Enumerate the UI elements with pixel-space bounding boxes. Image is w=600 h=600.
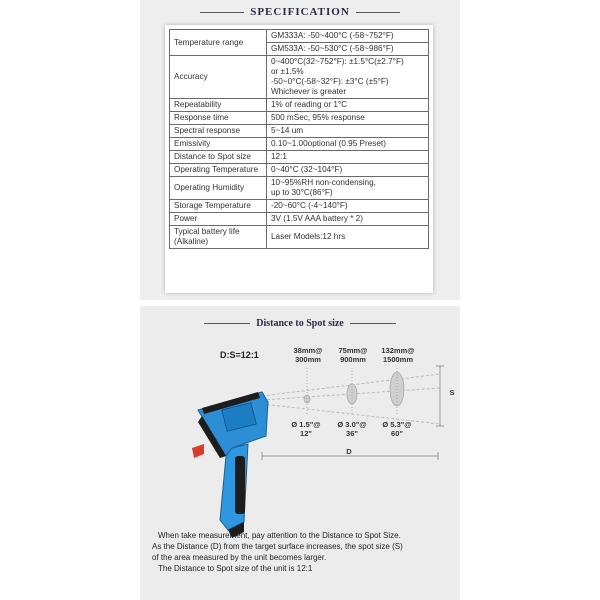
label-line: 900mm [340, 355, 366, 364]
spec-value: GM533A: -50~530°C (-58~986°F) [267, 43, 429, 56]
spec-row [170, 151, 429, 164]
spec-key: Repeatability [170, 99, 267, 112]
top-label-2 [334, 346, 372, 364]
spec-key: Power [170, 213, 267, 226]
device-grip [235, 456, 245, 514]
bottom-label-1 [286, 420, 326, 438]
spec-value-line: Whichever is greater [271, 87, 347, 96]
spec-value-line: -20~60°C (-4~140°F) [271, 201, 348, 210]
spec-value-line: or ±1.5% [271, 67, 304, 76]
bottom-label-3 [377, 420, 417, 438]
spec-key: Temperature range [170, 30, 267, 56]
spec-key: Storage Temperature [170, 200, 267, 213]
d-dimension-label: D [346, 447, 352, 456]
spec-value [267, 177, 429, 200]
label-line: 60" [391, 429, 403, 438]
spec-value [267, 213, 429, 226]
spec-key: Spectral response [170, 125, 267, 138]
spec-row [170, 177, 429, 200]
ratio-label: D:S=12:1 [220, 350, 259, 360]
spec-value [267, 226, 429, 249]
spec-key: Operating Temperature [170, 164, 267, 177]
spec-value-line: Laser Models:12 hrs [271, 232, 346, 241]
label-line: 1500mm [382, 355, 414, 364]
top-label-1 [290, 346, 326, 364]
spec-value-line: 12:1 [271, 152, 287, 161]
spec-key: Distance to Spot size [170, 151, 267, 164]
spec-value [267, 164, 429, 177]
paragraph-line: When take measurement, pay attention to the Distance to Spot Size. [158, 531, 401, 540]
spec-card [165, 25, 433, 293]
spec-value [267, 200, 429, 213]
spec-row [170, 226, 429, 249]
spec-value [267, 151, 429, 164]
paragraph-line: of the area measured by the unit becomes larger. [152, 553, 327, 562]
s-dimension-label: S [449, 388, 455, 397]
spec-value-line: up to 30°C(86°F) [271, 188, 333, 197]
spec-row [170, 30, 429, 43]
spec-value-line: 3V (1.5V AAA battery * 2) [271, 214, 363, 223]
spec-title [0, 6, 600, 18]
spec-value-line: 0~40°C (32~104°F) [271, 165, 343, 174]
spec-row [170, 138, 429, 151]
label-line: 300mm [295, 355, 321, 364]
device-trigger [192, 444, 204, 458]
top-label-3 [377, 346, 419, 364]
spec-row [170, 56, 429, 99]
spec-row [170, 99, 429, 112]
distance-title-text: Distance to Spot size [256, 318, 344, 329]
title-rule-left [200, 12, 244, 13]
spec-key: Typical battery life (Alkaline) [170, 226, 267, 249]
spec-value-line: 5~14 um [271, 126, 304, 135]
spec-key: Response time [170, 112, 267, 125]
spec-row [170, 125, 429, 138]
paragraph-line: As the Distance (D) from the target surface increases, the spot size (S) [152, 542, 403, 551]
spec-value: GM333A: -50~400°C (-58~752°F) [267, 30, 429, 43]
paragraph-line: The Distance to Spot size of the unit is 12:1 [158, 564, 313, 573]
spec-value-line: 0.10~1.00optional (0.95 Preset) [271, 139, 386, 148]
spec-value [267, 56, 429, 99]
spec-value-line: 10~95%RH non-condensing, [271, 178, 376, 187]
title-rule-right [356, 12, 400, 13]
label-line: 38mm@ [293, 346, 323, 355]
spec-value-line: -50~0°C(-58~32°F): ±3°C (±5°F) [271, 77, 389, 86]
spec-row [170, 112, 429, 125]
label-line: 132mm@ [381, 346, 415, 355]
label-line: Ø 5.3"@ [382, 420, 412, 429]
label-line: 36" [346, 429, 358, 438]
spec-value-line: 1% of reading or 1°C [271, 100, 348, 109]
spec-key: Emissivity [170, 138, 267, 151]
explanation-paragraph [152, 530, 448, 574]
label-line: Ø 3.0"@ [337, 420, 367, 429]
spec-key: Accuracy [170, 56, 267, 99]
spec-title-text: SPECIFICATION [250, 6, 350, 18]
bottom-label-2 [332, 420, 372, 438]
label-line: 75mm@ [338, 346, 368, 355]
label-line: Ø 1.5"@ [291, 420, 321, 429]
spec-value [267, 99, 429, 112]
label-line: 12" [300, 429, 312, 438]
spec-value-line: 0~400°C(32~752°F): ±1.5°C(±2.7°F) [271, 57, 404, 66]
spec-row [170, 200, 429, 213]
spec-row [170, 213, 429, 226]
spec-key: Operating Humidity [170, 177, 267, 200]
spec-value [267, 125, 429, 138]
spec-value [267, 138, 429, 151]
spec-value-line: 500 mSec, 95% response [271, 113, 365, 122]
spec-row [170, 164, 429, 177]
spec-value [267, 112, 429, 125]
ir-thermometer-device [192, 392, 268, 538]
spec-table [169, 29, 429, 249]
